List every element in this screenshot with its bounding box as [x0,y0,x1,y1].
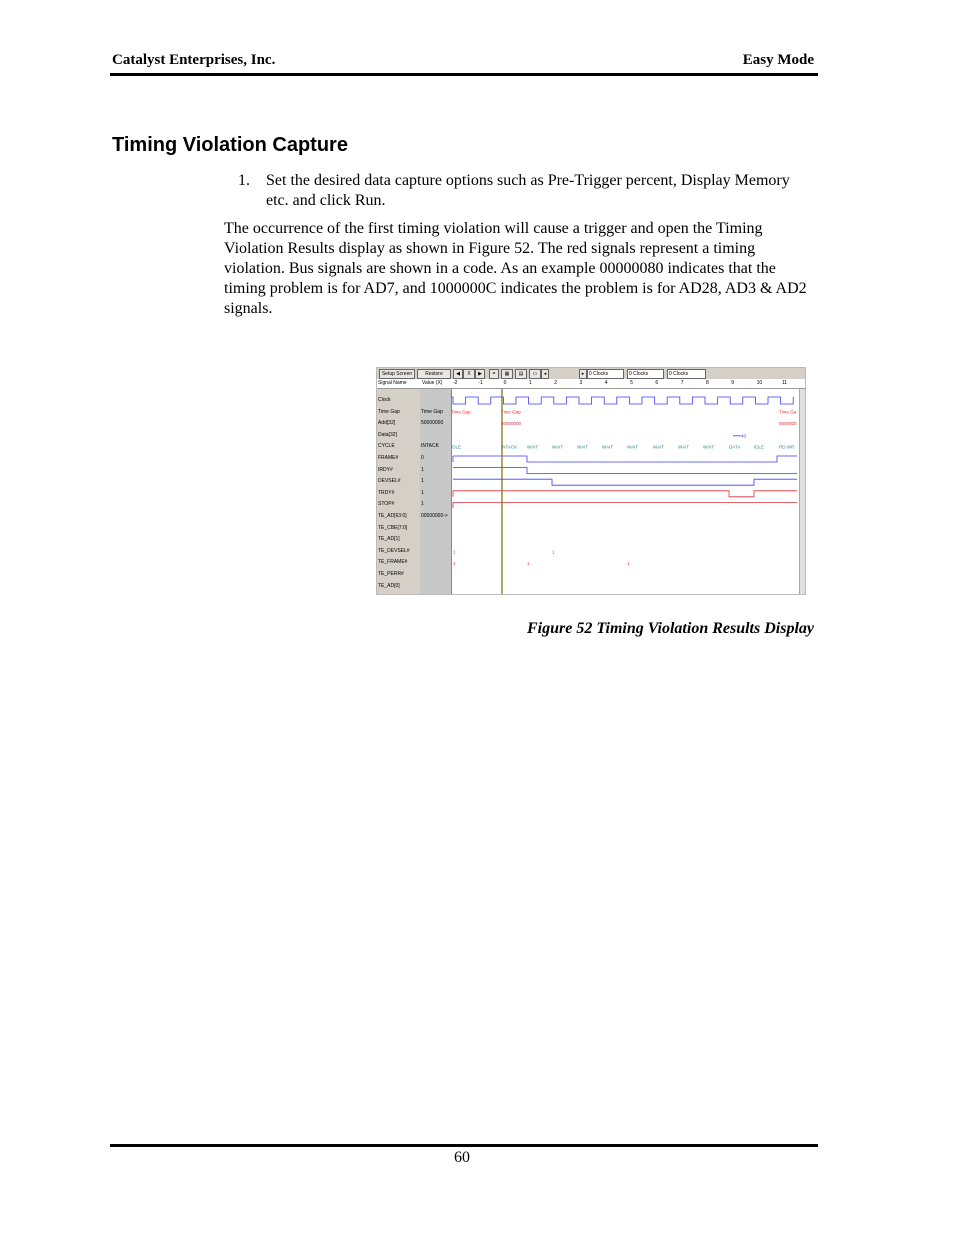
signal-name: TE_AD[63:0] [378,513,407,519]
signal-name: TE_PERR# [378,571,404,577]
add-label: 0000000 [779,421,797,427]
tick-label: 3 [579,380,583,386]
te-devsel-marker: 1 [552,549,555,555]
cycle-label: WAIT [602,444,614,450]
signal-name: DEVSEL# [378,478,401,485]
tick-label: 6 [655,380,659,386]
prev-icon[interactable]: ◀ [453,369,463,379]
clock-count-3[interactable]: 0 Clocks [667,369,706,379]
signal-value: 0 [421,455,424,461]
signal-value: 50000000 [421,420,444,427]
section-title: Timing Violation Capture [112,134,348,156]
cycle-label: WAIT [527,444,539,450]
tick-label: 0 [503,380,507,386]
tick-label: 7 [680,380,684,386]
signal-name: Clock [378,397,391,403]
cycle-label: WAIT [703,444,715,450]
setup-screen-button[interactable]: Setup Screen [379,369,415,379]
signal-name: TRDY# [378,489,395,496]
signal-name: TE_AD[1] [378,536,400,543]
signal-name: Data[32] [378,431,397,438]
tick-labels [451,379,801,388]
body-paragraph: The occurrence of the first timing violation will cause a trigger and open the Timing Violation Results display as shown in Figure 52. The red signals represent a timing violation. Bus signals are shown in a code. As an example 00000080 indicates that the timing problem is for AD7, and 1000000C indicates the problem is for AD28, AD3 & AD2 signals. [224,220,807,317]
header-rule [110,73,818,76]
page-number: 60 [454,1149,470,1166]
te-devsel-marker: 1 [453,549,456,555]
table-icon[interactable]: ▤ [515,369,527,379]
cycle-label: WAIT [678,444,690,450]
signal-value: 1 [421,501,424,508]
tick-label: 4 [604,380,608,386]
cycle-label: IDLE [451,444,462,450]
signal-values-column [420,389,452,595]
tick-label: -2 [453,380,458,386]
value-header: Value (X) [422,380,443,386]
step-number: 1. [238,172,250,189]
waveform-area [451,389,801,595]
tick-label: 8 [706,380,709,386]
frame-wave [453,456,797,462]
tick-label: 10 [756,380,763,386]
signal-name: TE_AD[0] [378,582,400,589]
page-header-left: Catalyst Enterprises, Inc. [112,52,276,68]
cycle-label: WAIT [552,444,564,450]
page-header-right: Easy Mode [742,52,814,68]
figure-caption: Figure 52 Timing Violation Results Display [526,620,814,637]
tick-label: 2 [554,380,557,386]
vertical-scrollbar[interactable] [799,389,805,595]
signal-value: 1 [421,489,424,496]
signal-name: TE_CBE[7:0] [378,524,408,531]
restore-button[interactable]: Restore [417,369,451,379]
cycle-label: INTACK [501,444,518,450]
signal-name: TE_DEVSEL# [378,547,410,554]
cycle-label: WAIT [627,444,639,450]
signal-name: IRDY# [378,466,393,473]
timing-violation-figure [376,367,806,595]
signal-value: Time Gap [421,408,443,415]
clock-count-1[interactable]: 0 Clocks [587,369,624,379]
grid-icon[interactable]: ▦ [501,369,513,379]
tick-label: 5 [630,380,633,386]
tick-label: -1 [478,380,483,386]
window-icon[interactable]: ▭ [529,369,541,379]
cycle-label: DATA [729,444,741,450]
irdy-wave [453,468,797,474]
te-frame-marker: 1 [627,560,630,566]
tick-label: 1 [528,380,532,386]
cycle-label: WAIT [577,444,589,450]
timegap-label: Time Gap [501,409,521,415]
signal-names-column [377,389,421,595]
signal-value: 00500000-> [421,513,448,519]
footer-rule [110,1144,818,1147]
tick-label: 9 [731,380,735,386]
cycle-label: IDLE [754,444,765,450]
tick-label: 11 [781,380,788,386]
data-marker: 40 [741,433,747,439]
signal-name: STOP# [378,501,395,508]
signal-value: 1 [421,466,424,473]
te-frame-marker: 1 [453,560,456,566]
step-text: Set the desired data capture options such as Pre-Trigger percent, Display Memory etc. and click Run. [266,172,790,209]
signal-name: TE_FRAME# [378,559,408,566]
devsel-wave [453,479,797,485]
scroll-left-icon[interactable]: ◂ [541,369,549,379]
signal-value: INTACK [421,443,439,450]
signal-name: Time Gap [378,408,400,415]
timegap-label: Time Ga [779,409,797,415]
clock-count-2[interactable]: 0 Clocks [627,369,664,379]
signal-name: CYCLE [378,443,395,450]
signal-name: FRAME# [378,455,399,461]
signal-name: Add[32] [378,420,396,427]
cursor-icon[interactable]: X [463,369,475,379]
trdy-wave [453,491,797,497]
cycle-label: RD WR [779,444,795,450]
cycle-label: WAIT [653,444,665,450]
next-icon[interactable]: ▶ [475,369,485,379]
signal-value: 1 [421,478,424,485]
signal-name-header: Signal Name [378,380,407,386]
te-frame-marker: 1 [527,560,530,566]
scroll-right-icon[interactable]: ▸ [579,369,587,379]
timegap-label: Time Gap [451,409,471,415]
add-label: 50000000 [501,421,522,427]
zoom-icon[interactable]: = [489,369,499,379]
column-header-row [377,379,805,389]
